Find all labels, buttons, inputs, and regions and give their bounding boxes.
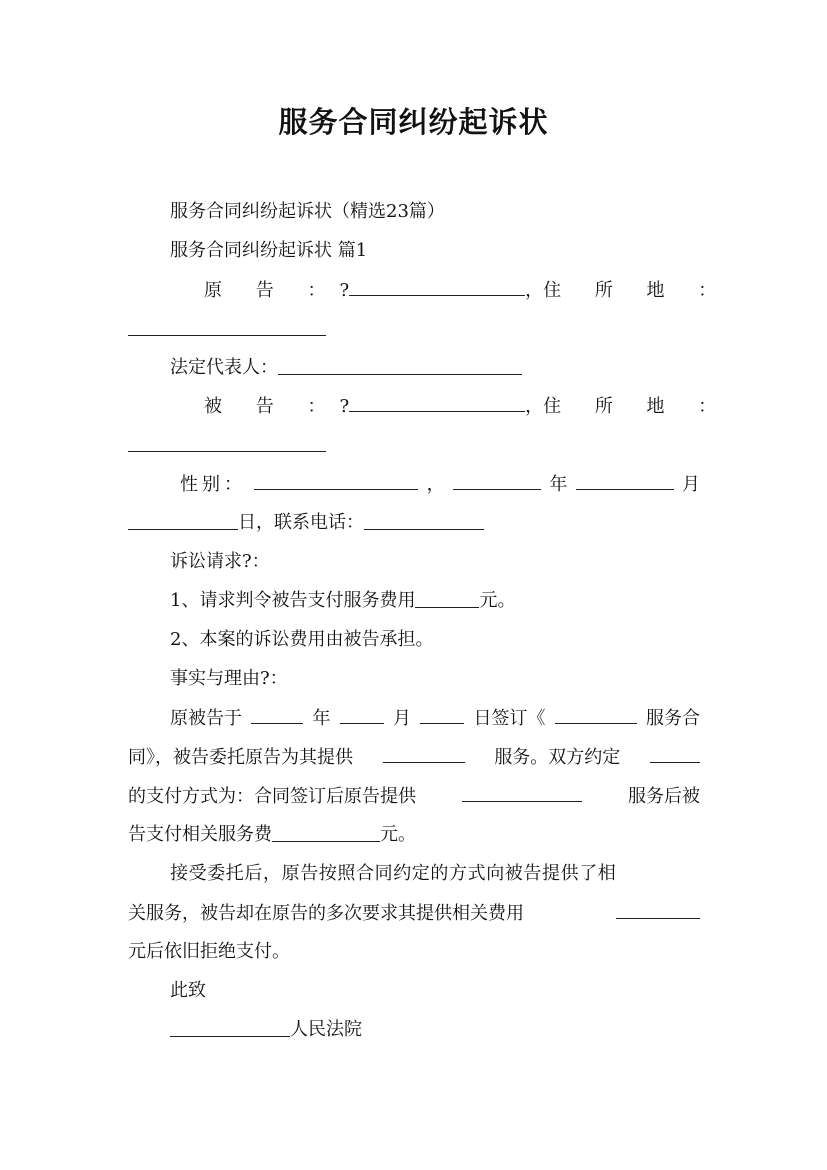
facts-p1-l4a: 告支付相关服务费	[128, 824, 272, 845]
plaintiff-address-label: 住 所 地 ：	[543, 280, 731, 301]
service-provided-blank	[462, 783, 582, 802]
service-type-blank	[383, 744, 465, 763]
plaintiff-name-blank	[349, 277, 525, 296]
facts-p1-line-1	[170, 705, 700, 732]
document-title: 服务合同纠纷起诉状	[278, 105, 549, 139]
court-suffix: 人民法院	[290, 1019, 362, 1040]
court-line	[170, 1017, 700, 1043]
contract-year-blank	[251, 705, 303, 724]
defendant-address-line	[128, 432, 700, 458]
claim-2: 2、本案的诉讼费用由被告承担。	[170, 629, 434, 650]
facts-p1-line-4	[128, 822, 700, 848]
facts-p1-line-2	[128, 744, 700, 771]
gender-line	[180, 471, 700, 498]
defendant-comma: ，	[525, 396, 544, 417]
facts-heading: 事实与理由?：	[170, 668, 288, 689]
facts-p1-l1d: 日签订《	[473, 708, 546, 729]
gender-blank	[254, 471, 418, 490]
legal-rep-blank	[278, 356, 522, 375]
plaintiff-comma: ，	[525, 280, 544, 301]
day-phone-label: 日，联系电话：	[238, 512, 364, 533]
claims-heading: 诉讼请求?：	[170, 551, 270, 572]
defendant-address-label: 住 所 地 ：	[543, 396, 731, 417]
legal-rep-line	[170, 355, 700, 381]
claim-1-amount-blank	[415, 589, 479, 608]
birth-month-blank	[576, 471, 674, 490]
plaintiff-label: 原 告 ：	[204, 280, 340, 301]
service-fee-blank	[272, 823, 380, 842]
facts-p1-line-3	[128, 783, 700, 810]
defendant-address-blank	[128, 433, 326, 452]
part-heading: 服务合同纠纷起诉状 篇1	[170, 240, 368, 261]
facts-p2-line-1: 接受委托后，原告按照合同约定的方式向被告提供了相	[170, 863, 617, 884]
gender-comma: ，	[426, 474, 445, 495]
facts-p1-l3b: 服务后被	[628, 786, 700, 807]
payment-term-blank	[650, 744, 700, 763]
month-label: 月	[681, 474, 700, 495]
facts-p2-line-3: 元后依旧拒绝支付。	[128, 941, 290, 962]
fee-amount-blank	[616, 900, 700, 919]
contract-day-blank	[420, 705, 464, 724]
day-phone-line	[128, 510, 700, 536]
facts-p2-l2a: 关服务，被告却在原告的多次要求其提供相关费用	[128, 903, 524, 924]
claim-1-prefix: 1、请求判令被告支付服务费用	[170, 590, 416, 611]
defendant-label: 被 告 ：	[204, 396, 340, 417]
facts-p1-l2b: 服务。双方约定	[494, 747, 621, 768]
facts-p1-l1c: 月	[393, 708, 411, 729]
defendant-name-blank	[349, 393, 525, 412]
plaintiff-address-blank	[128, 317, 326, 336]
facts-p1-l1b: 年	[312, 708, 331, 729]
year-label: 年	[549, 474, 568, 495]
facts-p1-l2a: 同》，被告委托原告为其提供	[128, 747, 353, 768]
gender-label: 性别：	[180, 474, 246, 495]
plaintiff-q: ?	[339, 280, 350, 301]
facts-p1-l1e: 服务合	[646, 708, 700, 729]
defendant-q: ?	[339, 396, 350, 417]
contract-name-blank	[555, 705, 637, 724]
birth-year-blank	[453, 471, 541, 490]
birth-day-blank	[128, 511, 238, 530]
contract-month-blank	[340, 705, 384, 724]
defendant-line	[204, 393, 731, 420]
claim-1-suffix: 元。	[479, 590, 516, 611]
subtitle: 服务合同纠纷起诉状（精选23篇）	[170, 201, 445, 222]
facts-p1-l3a: 的支付方式为：合同签订后原告提供	[128, 786, 416, 807]
facts-p2-line-2	[128, 900, 700, 927]
legal-rep-label: 法定代表人：	[170, 357, 278, 378]
plaintiff-address-line	[128, 316, 700, 342]
court-name-blank	[170, 1018, 290, 1037]
claim-1	[170, 588, 700, 614]
closing: 此致	[170, 980, 206, 1001]
plaintiff-line	[204, 277, 731, 304]
facts-p1-l4b: 元。	[380, 824, 416, 845]
phone-blank	[364, 511, 484, 530]
facts-p1-l1a: 原被告于	[170, 708, 242, 729]
